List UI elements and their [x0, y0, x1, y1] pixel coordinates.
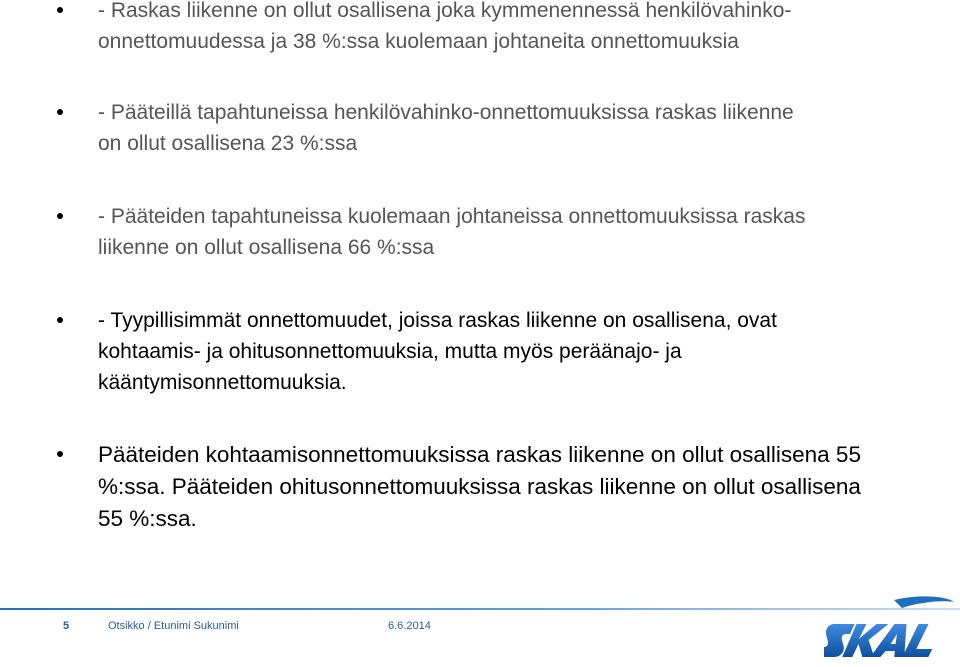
skal-logo-icon: [824, 594, 956, 664]
bullet-dot-icon: [57, 213, 63, 219]
bullet-dot-icon: [57, 451, 63, 457]
bullet-dot-icon: [57, 317, 63, 323]
bullet-line: %:ssa. Pääteiden ohitusonnettomuuksissa raskas liikenne on ollut osallisena: [98, 474, 861, 499]
bullet-line: Pääteiden kohtaamisonnettomuuksissa raskas liikenne on ollut osallisena 55: [98, 442, 861, 467]
footer-title: Otsikko / Etunimi Sukunimi: [108, 620, 239, 632]
bullet-line: - Raskas liikenne on ollut osallisena joka kymmenennessä henkilövahinko-: [98, 0, 792, 22]
bullet-line: onnettomuudessa ja 38 %:ssa kuolemaan johtaneita onnettomuuksia: [98, 30, 739, 53]
bullet-text: [98, 0, 954, 57]
bullet-text: [98, 439, 954, 535]
bullet-text: [98, 201, 954, 263]
bullet-line: 55 %:ssa.: [98, 506, 197, 531]
bullet-line: - Tyypillisimmät onnettomuudet, joissa raskas liikenne on osallisena, ovat: [98, 309, 777, 332]
bullet-dot-icon: [57, 7, 63, 13]
bullet-line: kohtaamis- ja ohitusonnettomuuksia, mutta myös peräänajo- ja: [98, 340, 682, 363]
footer-divider: [0, 608, 960, 610]
bullet-text: [98, 97, 954, 159]
bullet-line: on ollut osallisena 23 %:ssa: [98, 132, 358, 155]
bullet-line: kääntymisonnettomuuksia.: [98, 371, 347, 394]
page-number: 5: [63, 620, 70, 632]
bullet-line: - Pääteiden tapahtuneissa kuolemaan johtaneissa onnettomuuksissa raskas: [98, 205, 806, 228]
bullet-text: [98, 305, 954, 398]
bullet-line: liikenne on ollut osallisena 66 %:ssa: [98, 236, 435, 259]
bullet-dot-icon: [57, 109, 63, 115]
bullet-line: - Pääteillä tapahtuneissa henkilövahinko-onnettomuuksissa raskas liikenne: [98, 101, 794, 124]
footer-date: 6.6.2014: [388, 620, 431, 632]
